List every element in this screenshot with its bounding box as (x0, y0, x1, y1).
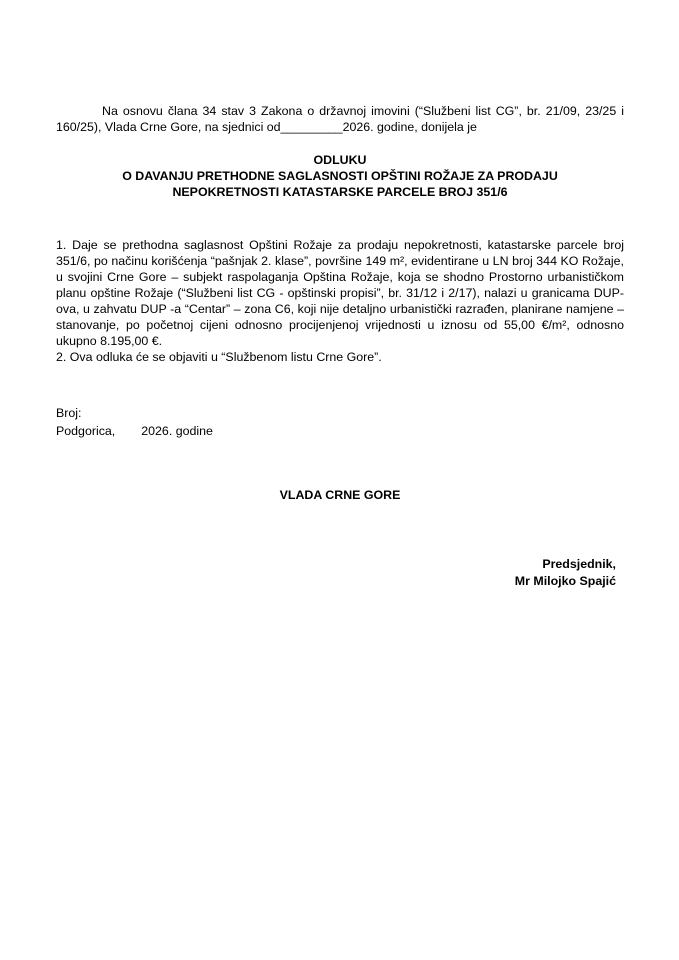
title-line-1: ODLUKU (313, 153, 367, 167)
signer-role: Predsjednik, (542, 557, 616, 571)
broj-label: Broj: (56, 406, 82, 420)
signature-block (515, 556, 616, 590)
decision-body (56, 237, 624, 365)
place: Podgorica, (56, 424, 116, 438)
intro-paragraph: Na osnovu člana 34 stav 3 Zakona o državnoj imovini (“Službeni list CG”, br. 21/09, 23/25 i 160/25), Vlada Crne Gore, na sjednici od_________2026. godine, donijela je (56, 104, 624, 134)
decision-title (56, 152, 624, 200)
title-line-2: O DAVANJU PRETHODNE SAGLASNOSTI OPŠTINI ROŽAJE ZA PRODAJU (122, 169, 558, 183)
place-date-line (56, 422, 356, 440)
article-1: 1. Daje se prethodna saglasnost Opštini Rožaje za prodaju nepokretnosti, katastarske parcele broj 351/6, po načinu korišćenja “pašnjak 2. klase”, površine 149 m², evidentirane u LN broj 344 KO Rožaje, u svojini Crne Gore – subjekt raspolaganja Opština Rožaje, koja se shodno Prostorno urbanističkom planu opštine Rožaje (“Službeni list CG - opštinski propisi”, br. 31/12 i 2/17), nalazi u granicama DUP-ova, u zahvatu DUP -a “Centar” – zona C6, koji nije detaljno urbanistički razrađen, planirane namjene – stanovanje, po početnoj cijeni odnosno procijenjenoj vrijednosti u iznosu od 55,00 €/m², odnosno ukupno 8.195,00 €. (56, 238, 624, 348)
signer-name: Mr Milojko Spajić (514, 574, 616, 588)
government-name: VLADA CRNE GORE (279, 488, 401, 502)
date: 2026. godine (141, 424, 213, 438)
reference-block (56, 404, 356, 440)
title-line-3: NEPOKRETNOSTI KATASTARSKE PARCELE BROJ 351/6 (172, 185, 508, 199)
article-2: 2. Ova odluka će se objaviti u “Službenom listu Crne Gore”. (56, 350, 382, 364)
